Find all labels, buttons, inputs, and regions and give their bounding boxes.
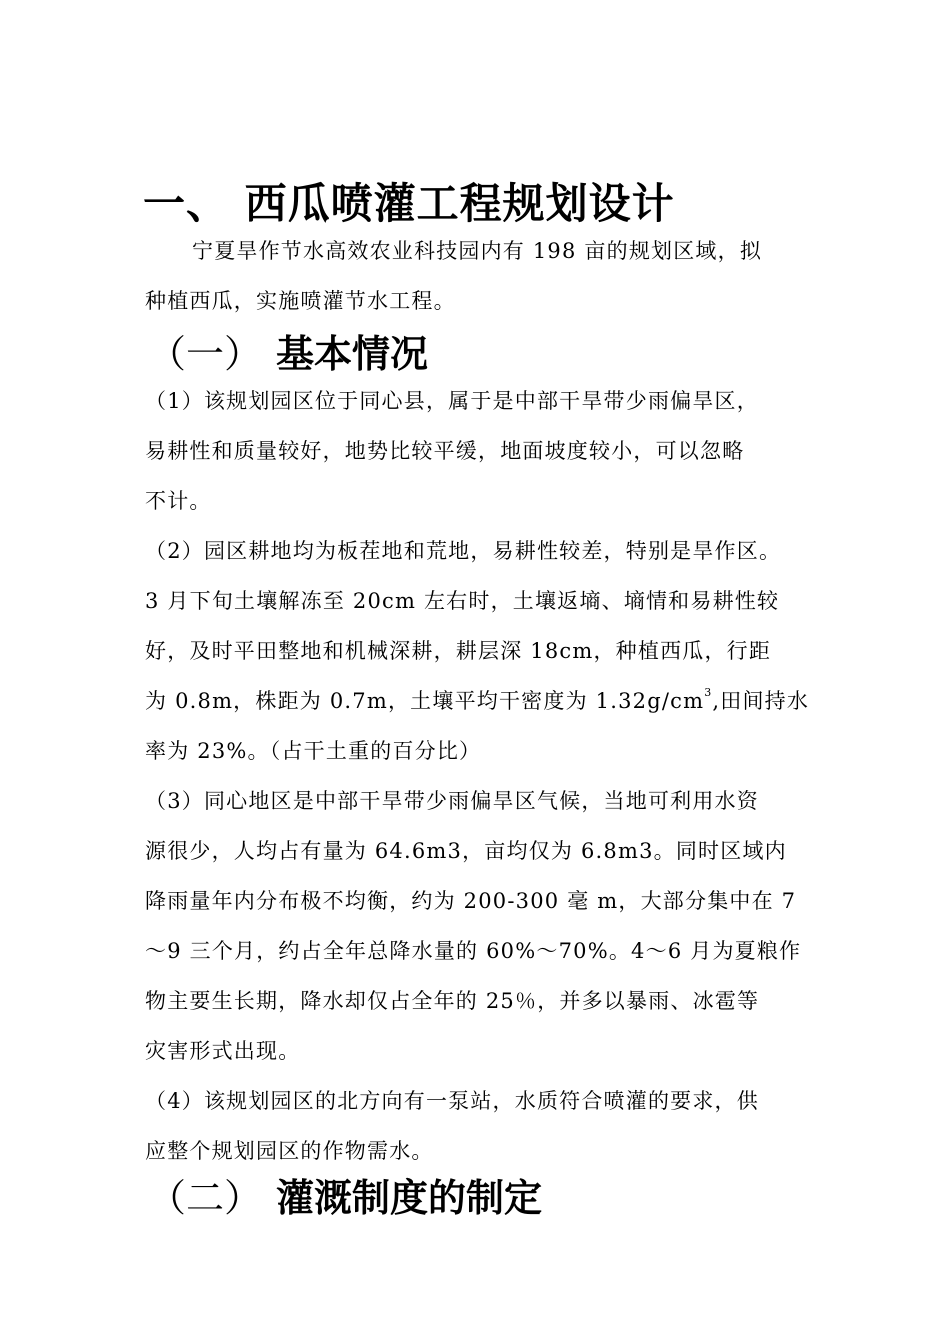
item-3-line-5: 物主要生长期，降水却仅占全年的 25％，并多以暴雨、冰雹等: [145, 989, 760, 1013]
item-2-line-5: 率为 23%。（占干土重的百分比）: [145, 739, 482, 763]
section-heading-irrigation-schedule: [148, 1172, 542, 1224]
section-heading-basic-info: [148, 328, 428, 380]
item-3-line-4: ～9 三个月，约占全年总降水量的 60%～70%。4～6 月为夏粮作: [145, 939, 802, 963]
item-4-line-1: （4）该规划园区的北方向有一泵站，水质符合喷灌的要求，供: [145, 1089, 759, 1113]
item-1-line-2: 易耕性和质量较好，地势比较平缓，地面坡度较小，可以忽略: [145, 439, 745, 463]
intro-line-1: 宁夏旱作节水高效农业科技园内有 198 亩的规划区域，拟: [192, 239, 763, 263]
section-title: 基本情况: [276, 331, 429, 376]
superscript-3: 3: [704, 686, 713, 699]
item-1-line-1: （1）该规划园区位于同心县，属于是中部干旱带少雨偏旱区，: [145, 389, 759, 413]
item-3-line-1: （3）同心地区是中部干旱带少雨偏旱区气候，当地可利用水资: [145, 789, 759, 813]
item-4-line-2: 应整个规划园区的作物需水。: [145, 1139, 434, 1163]
item-2-line-4-text: 为 0.8m，株距为 0.7m，土壤平均干密度为 1.32g/cm: [145, 689, 705, 713]
item-2-line-1: （2）园区耕地均为板茬地和荒地，易耕性较差，特别是旱作区。: [145, 539, 782, 563]
item-3-line-3: 降雨量年内分布极不均衡，约为 200-300 毫 m，大部分集中在 7: [145, 889, 797, 913]
section-number: （二）: [148, 1176, 263, 1220]
item-1-line-3: 不计。: [145, 489, 212, 513]
section-number: （一）: [148, 332, 263, 376]
section-title: 灌溉制度的制定: [276, 1175, 543, 1220]
item-2-line-2: 3 月下旬土壤解冻至 20cm 左右时，土壤返墒、墒情和易耕性较: [145, 589, 780, 613]
item-2-line-4-tail: ,田间持水: [712, 689, 810, 713]
intro-line-2: 种植西瓜，实施喷灌节水工程。: [145, 289, 456, 313]
item-3-line-2: 源很少，人均占有量为 64.6m3，亩均仅为 6.8m3。同时区域内: [145, 839, 787, 863]
item-3-line-6: 灾害形式出现。: [145, 1039, 301, 1063]
item-2-line-4: [145, 686, 809, 716]
item-2-line-3: 好，及时平田整地和机械深耕，耕层深 18cm，种植西瓜，行距: [145, 639, 772, 663]
document-title: 一、 西瓜喷灌工程规划设计: [143, 179, 675, 228]
